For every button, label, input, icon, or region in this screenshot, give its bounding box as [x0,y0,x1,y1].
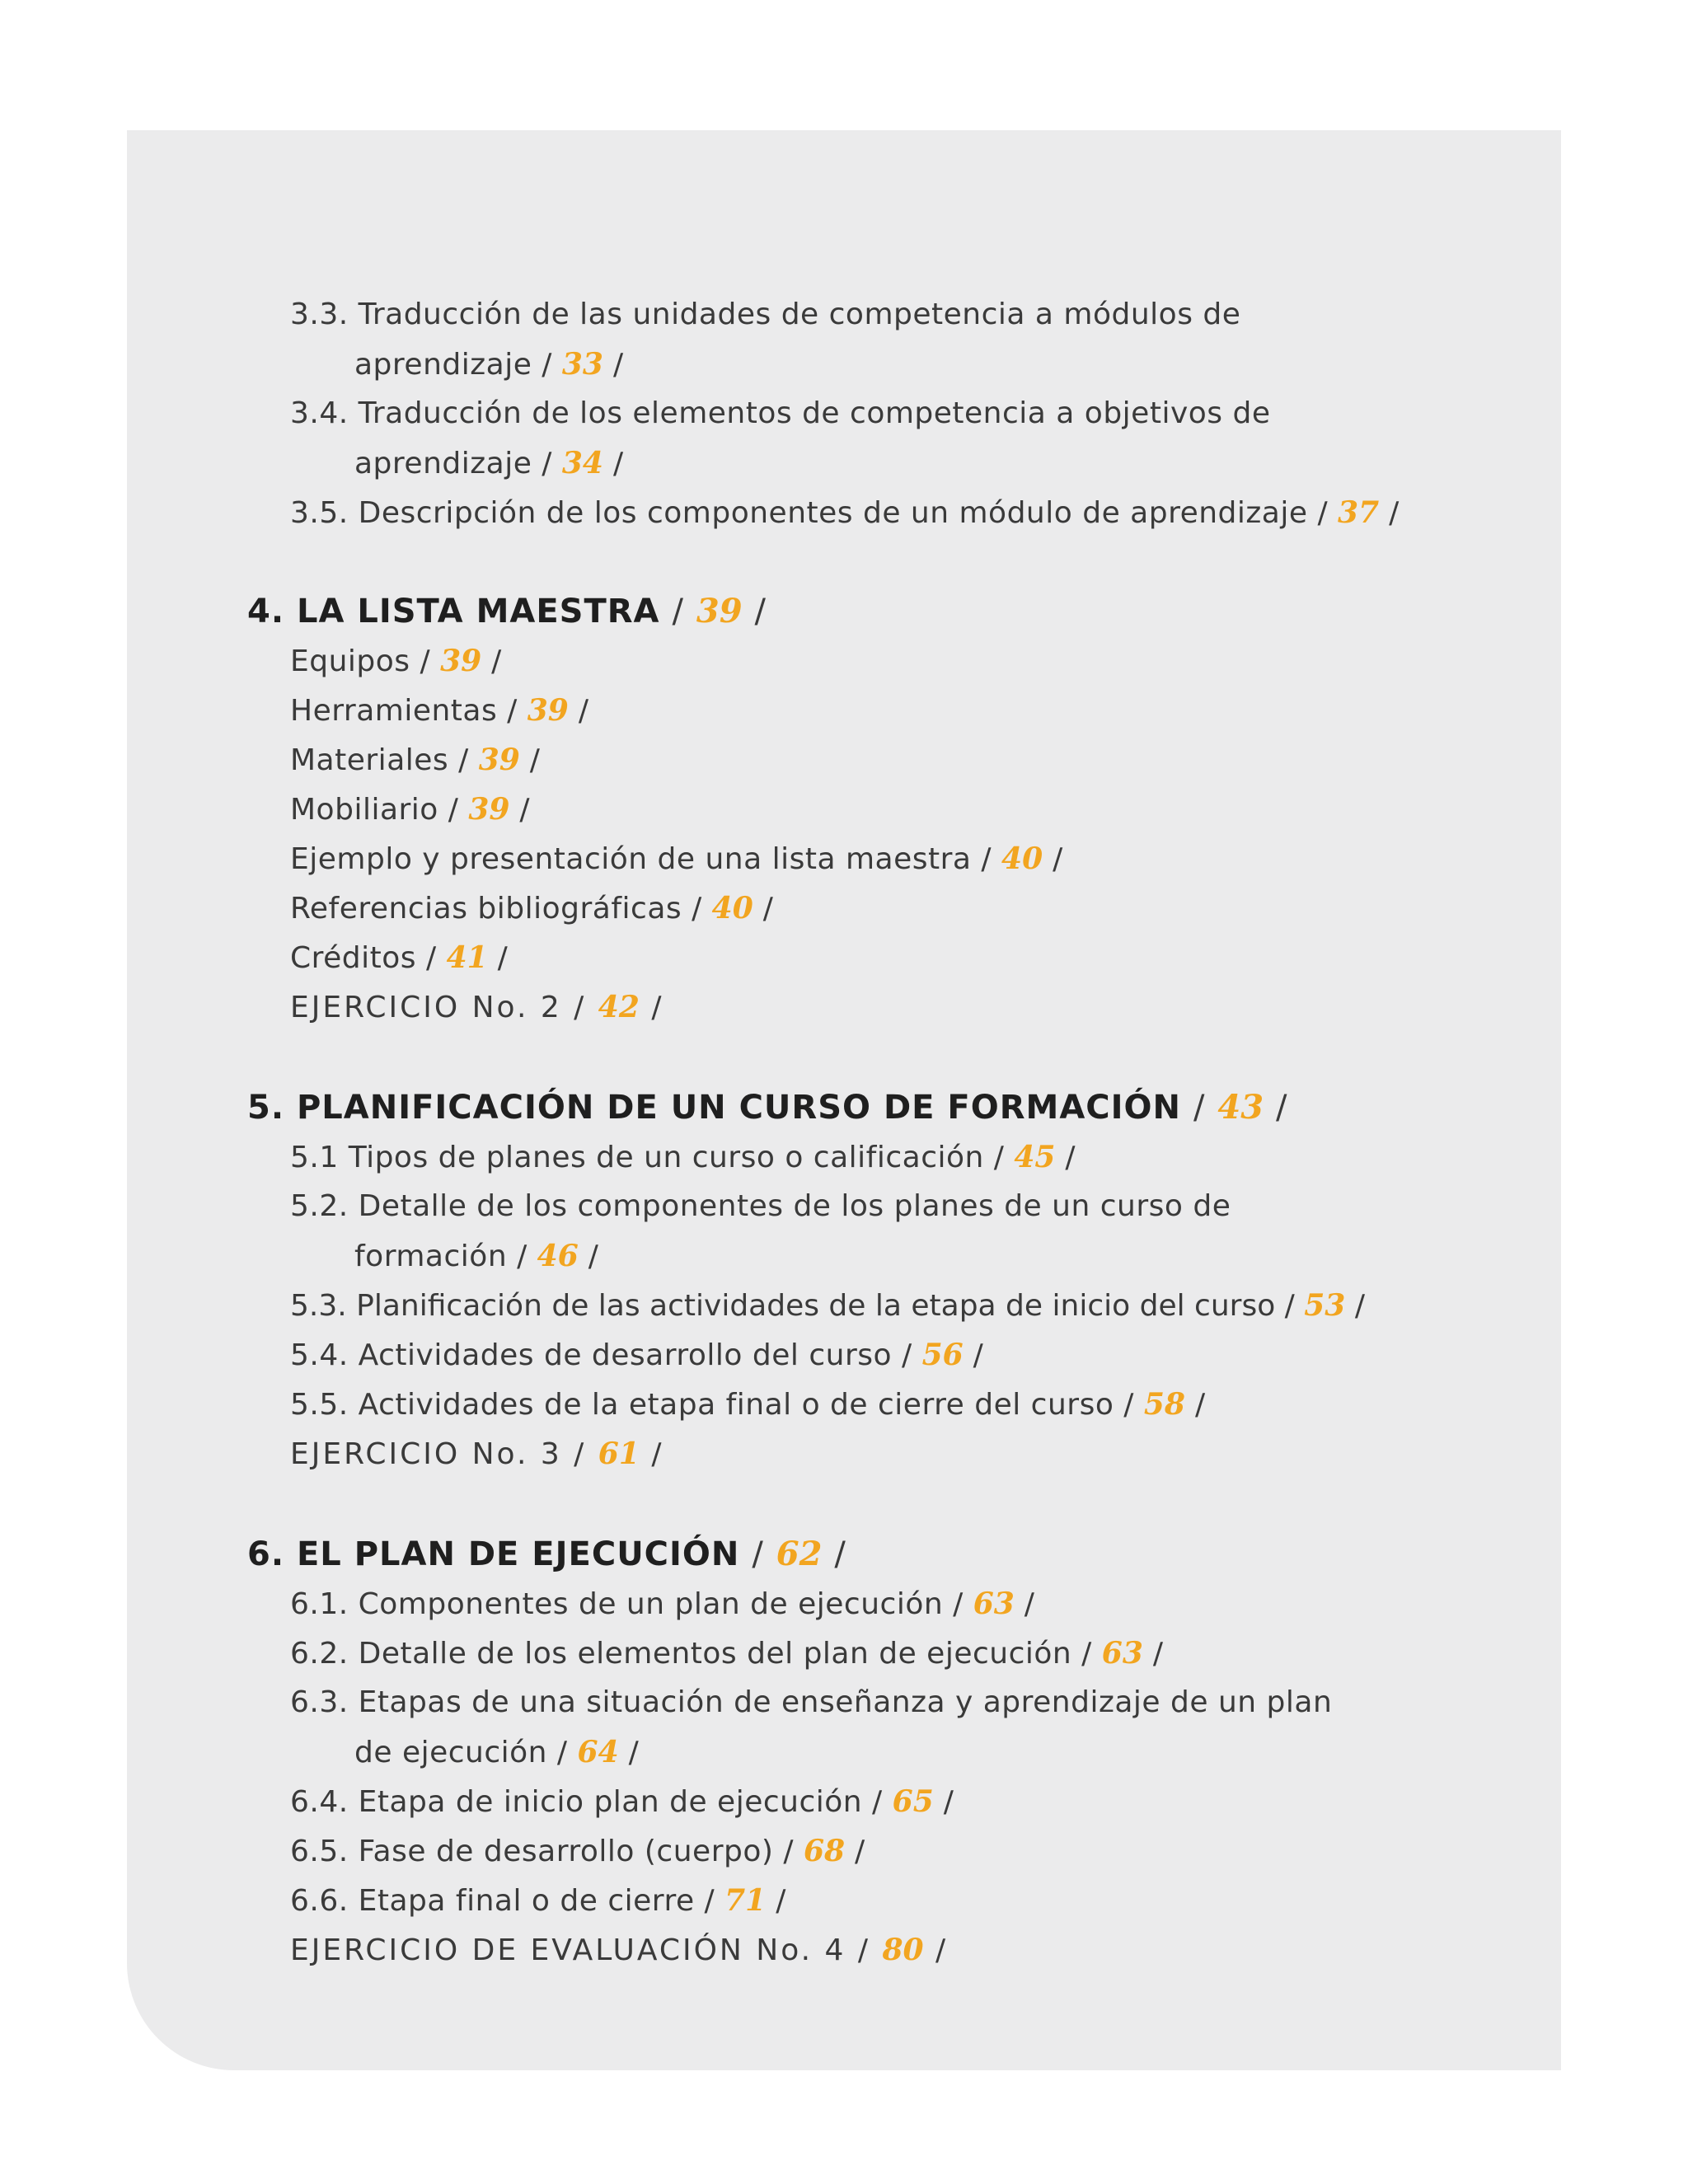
separator: / [612,447,624,480]
toc-entry-text: 6.1. Componentes de un plan de ejecución / [290,1587,964,1621]
toc-entry-text: 3.5. Descripción de los componentes de un módulo de aprendizaje / [290,496,1329,530]
toc-entry[interactable] [354,438,624,489]
toc-entry[interactable] [290,1281,1365,1331]
toc-entry-text: de ejecución / [354,1736,568,1769]
toc-entry[interactable] [354,340,624,390]
separator: / [834,1535,846,1573]
toc-entry[interactable] [290,1132,1076,1183]
section-heading[interactable] [247,1530,846,1579]
toc-entry[interactable] [354,1231,598,1282]
page-number: 39 [478,743,520,777]
toc-entry-text: 5.5. Actividades de la etapa final o de cierre del curso / [290,1388,1134,1422]
separator: / [1275,1089,1288,1127]
separator: / [491,644,502,678]
toc-entry-text: Mobiliario / [290,793,459,827]
toc-entry[interactable] [354,1727,639,1778]
page-number: 45 [1014,1140,1056,1174]
toc-entry[interactable] [290,933,508,983]
toc-entry-text: Créditos / [290,941,437,975]
separator: / [1193,1089,1206,1127]
separator: / [752,1535,764,1573]
separator: / [529,743,541,777]
section-heading-text: 4. LA LISTA MAESTRA [247,593,660,630]
toc-entry[interactable] [290,735,540,785]
page-number: 39 [527,693,569,728]
separator: / [612,348,624,382]
toc-entry-text: Ejemplo y presentación de una lista maestra / [290,842,992,876]
toc-entry-text: EJERCICIO No. 2 / [290,991,587,1024]
toc-entry-text: 5.2. Detalle de los componentes de los planes de un curso de [290,1189,1231,1223]
toc-entry-text: aprendizaje / [354,348,552,382]
page-number: 40 [711,891,753,926]
toc-entry[interactable] [290,389,1270,438]
toc-entry-text: 6.2. Detalle de los elementos del plan de ejecución / [290,1637,1092,1671]
page-number: 43 [1217,1088,1264,1127]
toc-entry[interactable] [290,488,1400,538]
exercise-entry[interactable] [290,1429,663,1479]
separator: / [519,793,531,827]
page-number: 53 [1304,1288,1346,1323]
toc-entry-text: aprendizaje / [354,447,552,480]
page-number: 63 [973,1586,1015,1621]
toc-entry[interactable] [290,1629,1163,1679]
separator: / [754,593,767,630]
separator: / [855,1835,865,1868]
separator: / [651,1437,664,1471]
separator: / [497,941,509,975]
toc-entry[interactable] [290,834,1063,884]
toc-entry[interactable] [290,1182,1231,1231]
page-number: 42 [598,990,640,1024]
toc-entry[interactable] [290,290,1240,340]
page-number: 63 [1101,1636,1143,1671]
toc-entry-text: 3.3. Traducción de las unidades de competencia a módulos de [290,298,1241,331]
separator: / [578,694,589,728]
toc-entry[interactable] [290,1777,954,1827]
page-number: 39 [468,792,510,827]
toc-entry[interactable] [290,636,502,687]
toc-entry-text: formación / [354,1240,528,1273]
separator: / [776,1884,786,1918]
toc-entry-text: EJERCICIO DE EVALUACIÓN No. 4 / [290,1933,870,1967]
toc-entry[interactable] [290,1678,1332,1727]
toc-entry-text: Equipos / [290,644,431,678]
toc-entry[interactable] [290,1876,786,1926]
separator: / [651,991,664,1024]
toc-entry[interactable] [290,1826,865,1877]
page-number: 33 [561,347,603,382]
page-number: 71 [724,1883,767,1918]
separator: / [588,1240,599,1273]
toc-entry-text: 5.1 Tipos de planes de un curso o calificación / [290,1141,1005,1174]
toc-entry-text: 6.5. Fase de desarrollo (cuerpo) / [290,1835,794,1868]
toc-entry-text: Referencias bibliográficas / [290,892,702,926]
page-number: 65 [892,1784,934,1819]
page-number: 39 [440,644,482,678]
section-heading-text: 5. PLANIFICACIÓN DE UN CURSO DE FORMACIÓN [247,1089,1182,1127]
toc-entry-text: 6.4. Etapa de inicio plan de ejecución / [290,1785,883,1819]
page-number: 68 [803,1834,846,1868]
page-number: 37 [1338,495,1380,530]
section-heading[interactable] [247,587,767,636]
page-number: 46 [537,1239,579,1273]
separator: / [762,892,774,926]
separator: / [943,1785,954,1819]
page-number: 56 [921,1338,964,1372]
separator: / [1354,1289,1365,1323]
toc-entry-text: Materiales / [290,743,469,777]
exercise-entry[interactable] [290,982,663,1033]
toc-entry[interactable] [290,1330,983,1380]
section-heading[interactable] [247,1083,1287,1132]
separator: / [628,1736,640,1769]
separator: / [1389,496,1400,530]
toc-entry-text: 6.6. Etapa final o de cierre / [290,1884,715,1918]
separator: / [1053,842,1063,876]
separator: / [1024,1587,1035,1621]
toc-entry[interactable] [290,785,530,835]
page-number: 41 [446,940,488,975]
page-number: 58 [1143,1387,1185,1422]
page-number: 39 [696,592,743,630]
separator: / [1194,1388,1206,1422]
page-number: 64 [577,1735,619,1769]
toc-entry-text: EJERCICIO No. 3 / [290,1437,587,1471]
page-number: 80 [882,1933,924,1967]
toc-entry-text: 5.4. Actividades de desarrollo del curso / [290,1338,912,1372]
toc-entry-text: 6.3. Etapas de una situación de enseñanza y aprendizaje de un plan [290,1685,1333,1719]
toc-entry[interactable] [290,1579,1034,1629]
toc-entry[interactable] [290,686,588,736]
toc-entry-text: 5.3. Planificación de las actividades de la etapa de inicio del curso / [290,1289,1295,1323]
toc-entry[interactable] [290,1380,1206,1430]
separator: / [973,1338,984,1372]
page-number: 34 [561,446,603,480]
section-heading-text: 6. EL PLAN DE EJECUCIÓN [247,1535,740,1573]
separator: / [672,593,684,630]
page-number: 62 [776,1535,823,1573]
separator: / [935,1933,949,1967]
page-number: 61 [598,1436,640,1471]
separator: / [1065,1141,1076,1174]
toc-entry-text: Herramientas / [290,694,518,728]
exercise-entry[interactable] [290,1925,948,1975]
toc-entry-text: 3.4. Traducción de los elementos de competencia a objetivos de [290,396,1271,430]
toc-entry[interactable] [290,883,773,934]
separator: / [1152,1637,1164,1671]
page-number: 40 [1001,841,1043,876]
